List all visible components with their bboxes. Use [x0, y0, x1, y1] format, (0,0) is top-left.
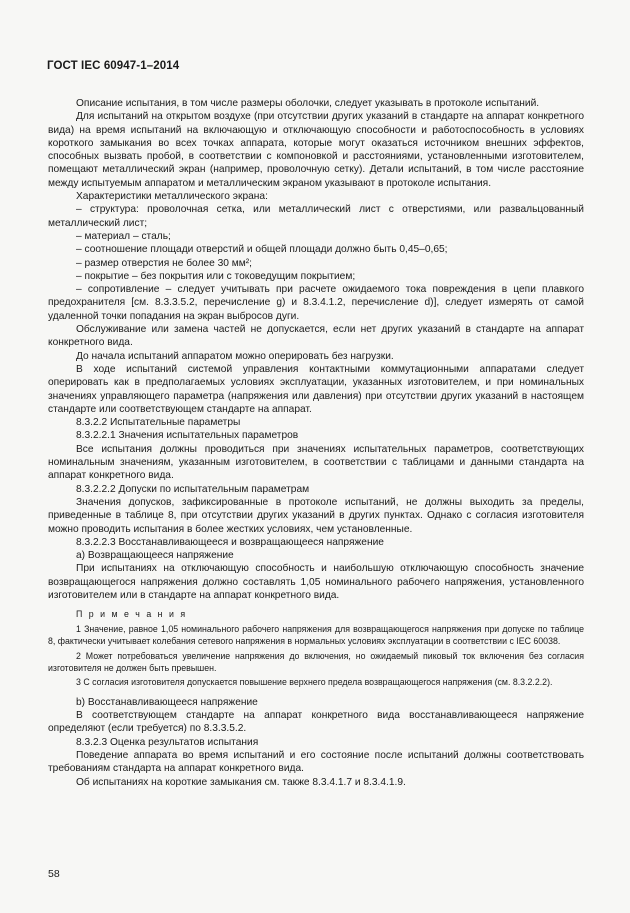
- paragraph: Обслуживание или замена частей не допускается, если нет других указаний в стандарте на аппарат конкретного вида.: [48, 324, 584, 349]
- notes-title: П р и м е ч а н и я: [76, 609, 188, 620]
- paragraph: До начала испытаний аппаратом можно оперировать без нагрузки.: [76, 350, 394, 362]
- paragraph: Описание испытания, в том числе размеры оболочки, следует указывать в протоколе испытаний.: [76, 98, 540, 109]
- sub-heading: b) Восстанавливающееся напряжение: [76, 696, 258, 708]
- note-item: 3 С согласия изготовителя допускается повышение верхнего предела возвращающегося напряжения (см. 8.3.2.2.2).: [76, 677, 553, 688]
- paragraph: Для испытаний на открытом воздухе (при отсутствии других указаний в стандарте на аппарат конкретного вида) на время испытаний на включающую и отключающую способности и работоспособность в условиях короткого замыкания во всех точках аппарата, которые могут оказаться источником внешних эффектов, способных вызвать пробой, в соответствии с компоновкой и расстояниями, установленными изготовителем, помещают металлический экран (например, проволочную сетку). Детали испытаний, в том числе расстояние между испытуемым аппаратом и металлическим экраном указывают в протоколе испытания.: [48, 111, 584, 189]
- list-item: – размер отверстия не более 30 мм²;: [76, 257, 252, 269]
- section-heading: 8.3.2.2.3 Восстанавливающееся и возвращающееся напряжение: [76, 536, 384, 548]
- paragraph: Поведение аппарата во время испытаний и его состояние после испытаний должны соответствовать требованиям стандарта на аппарат конкретного вида.: [48, 749, 584, 775]
- sub-heading: а) Возвращающееся напряжение: [76, 550, 234, 562]
- section-heading: 8.3.2.2.2 Допуски по испытательным параметрам: [76, 483, 310, 495]
- paragraph: Об испытаниях на короткие замыкания см. также 8.3.4.1.7 и 8.3.4.1.9.: [76, 776, 406, 788]
- paragraph: Все испытания должны проводиться при значениях испытательных параметров, соответствующих номинальным значениям, указанным изготовителем, в соответствии с таблицами и данными стандарта на аппарат конкретного вида.: [48, 443, 584, 482]
- section-heading: 8.3.2.2.1 Значения испытательных параметров: [76, 430, 299, 442]
- list-item: – покрытие – без покрытия или с токоведущим покрытием;: [76, 270, 356, 282]
- list-item: – сопротивление – следует учитывать при расчете ожидаемого тока повреждения в цепи плавкого предохранителя [см. 8.3.3.5.2, перечисление g) и 8.3.4.1.2, перечисление d)], следует измерять от самой удаленной точки попадания на экран выбросов дуги.: [48, 284, 584, 322]
- section-heading: 8.3.2.2 Испытательные параметры: [76, 417, 241, 429]
- section-heading: 8.3.2.3 Оценка результатов испытания: [76, 736, 259, 748]
- note-item: 1 Значение, равное 1,05 номинального рабочего напряжения для возвращающегося напряжения при допуске по таблице 8, фактически учитывает колебания сетевого напряжения в нормальных условиях эксплуатации в соответствии с IEC 60038.: [48, 623, 584, 647]
- paragraph: В соответствующем стандарте на аппарат конкретного вида восстанавливающееся напряжение определяют (если требуется) по 8.3.3.5.2.: [48, 710, 584, 735]
- page-header: ГОСТ IEC 60947-1–2014: [47, 60, 180, 72]
- paragraph: При испытаниях на отключающую способность и наибольшую отключающую способность значение возвращающегося напряжения должно составлять 1,05 номинального рабочего напряжения, установленного изготовителем или в стандарте на аппарат конкретного вида.: [48, 563, 584, 601]
- paragraph: Характеристики металлического экрана:: [76, 191, 268, 203]
- list-item: – структура: проволочная сетка, или металлический лист с отверстиями, или развальцованный металлический лист;: [48, 204, 584, 229]
- page-number: 58: [48, 868, 60, 880]
- list-item: – соотношение площади отверстий и общей площади должно быть 0,45–0,65;: [76, 244, 448, 256]
- page-body: [48, 97, 584, 789]
- list-item: – материал – сталь;: [76, 230, 171, 242]
- notes-block: [48, 608, 584, 688]
- paragraph: Значения допусков, зафиксированные в протоколе испытаний, не должны выходить за пределы, приведенные в таблице 8, при отсутствии других указаний в других пунктах. Однако с согласия изготовителя можно проводить испытания в более жестких условиях, чем установленные.: [48, 496, 584, 535]
- note-item: 2 Может потребоваться увеличение напряжения до включения, но ожидаемый пиковый ток включения без согласия изготовителя не должен быть превышен.: [48, 650, 584, 673]
- paragraph: В ходе испытаний системой управления контактными коммутационными аппаратами следует оперировать как в предполагаемых условиях эксплуатации, указанных изготовителем, и при номинальных значениях управляющего параметра (напряжения или давления) при отсутствии других указаний в настоящем стандарте или соответствующем стандарте на аппарат.: [48, 363, 584, 415]
